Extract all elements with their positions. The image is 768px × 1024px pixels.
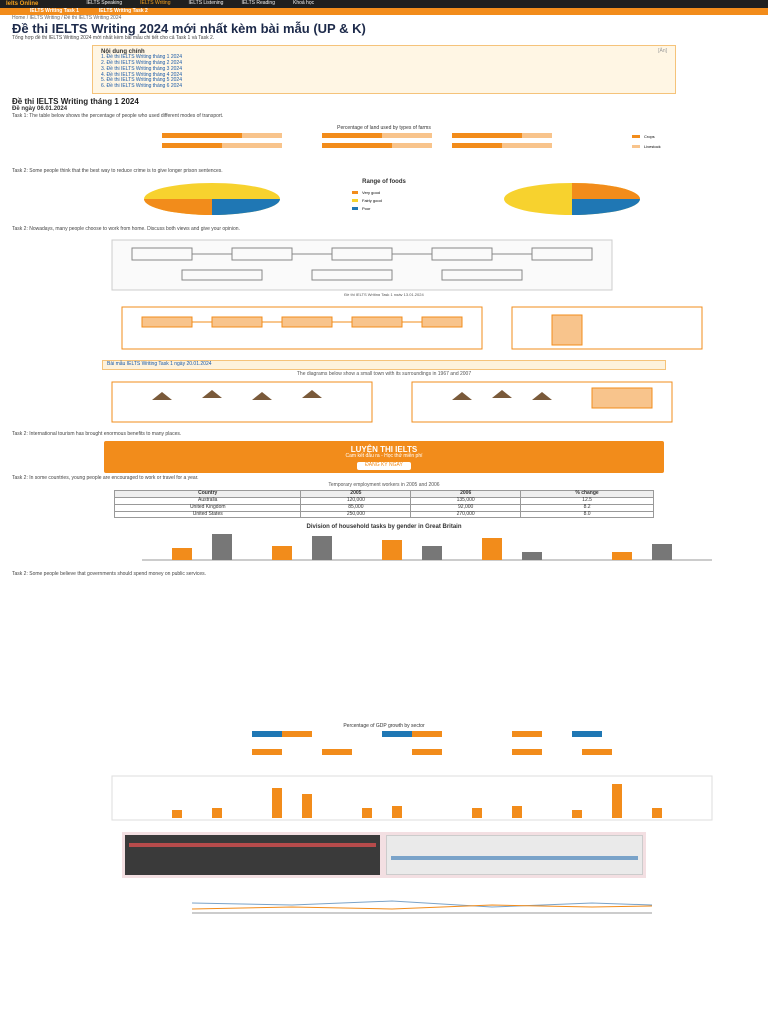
pie-left — [144, 183, 280, 215]
map-title: The diagrams below show a small town with its surroundings in 1967 and 2007 — [296, 370, 472, 377]
bar — [322, 133, 382, 138]
nav-item[interactable]: IELTS Speaking — [86, 0, 123, 7]
task-text: Task 2: Some people believe that governments should spend money on public services. — [12, 571, 207, 578]
table-row — [115, 511, 654, 518]
subnav-item[interactable]: IELTS Writing Task 1 — [30, 7, 79, 14]
bars — [172, 534, 672, 560]
nav-item[interactable]: IELTS Reading — [241, 0, 275, 7]
toc-item[interactable]: 5. Đề thi IELTS Writing tháng 5 2024 — [101, 77, 182, 84]
bar — [522, 133, 552, 138]
table-cell: United Kingdom — [115, 504, 301, 511]
bar — [222, 143, 282, 148]
sample-link[interactable]: Bài mẫu IELTS Writing Task 1 ngày 20.01.2024 — [102, 360, 666, 370]
legend-label: Livestock — [644, 143, 661, 149]
legend-swatch — [352, 199, 358, 202]
nav-item[interactable]: IELTS Writing — [140, 0, 171, 7]
task-text: Task 2: International tourism has brought enormous benefits to many places. — [12, 431, 182, 438]
bar — [452, 143, 502, 148]
chart-title: Range of foods — [362, 179, 406, 186]
table-title: Temporary employment workers in 2005 and 2006 — [328, 481, 440, 488]
task-text: Task 2: Some people think that the best way to reduce crime is to give longer prison sentences. — [12, 167, 223, 174]
chart-title: Division of household tasks by gender in Great Britain — [306, 524, 462, 531]
table-cell: Australia — [115, 498, 301, 505]
table-header: Country — [115, 491, 301, 498]
breadcrumb[interactable]: Home / IELTS Writing / Đề thi IELTS Writing 2024 — [12, 15, 122, 21]
legend-label: Fairly good — [362, 198, 382, 204]
table-cell: 135,000 — [411, 498, 521, 505]
data-table — [114, 490, 654, 518]
bar — [322, 143, 392, 148]
process-diagram — [12, 236, 756, 296]
task-text: Task 2: Nowadays, many people choose to work from home. Discuss both views and give your opinion. — [12, 226, 240, 233]
toc-item[interactable]: 4. Đề thi IELTS Writing tháng 4 2024 — [101, 71, 182, 78]
section-heading: Đề thi IELTS Writing tháng 1 2024 — [12, 96, 139, 106]
toc-item[interactable]: 3. Đề thi IELTS Writing tháng 3 2024 — [101, 65, 182, 72]
toc-item[interactable]: 2. Đề thi IELTS Writing tháng 2 2024 — [101, 60, 182, 67]
pie-charts-foods — [12, 177, 756, 221]
text-spacer — [12, 579, 756, 719]
table-cell: United States — [115, 511, 301, 518]
legend-swatch — [632, 135, 640, 138]
banner-subtitle: Cam kết đầu ra - Học thử miễn phí — [345, 453, 423, 460]
table-header-row — [115, 491, 654, 498]
section-subheading: Đề ngày 06.01.2024 — [12, 106, 68, 113]
flowchart-diagram — [12, 303, 756, 353]
page-title: Đề thi IELTS Writing 2024 mới nhất kèm bài mẫu (UP & K) — [12, 20, 366, 36]
legend-label: Poor — [362, 206, 371, 212]
table-cell: 250,000 — [301, 511, 411, 518]
task-prompt: Task 1: The table below shows the percentage of people who used different modes of transport. — [12, 112, 224, 119]
photo — [386, 835, 643, 875]
table-header: 2006 — [411, 491, 521, 498]
intro-text: Tổng hợp đề thi IELTS Writing 2024 mới nhất kèm bài mẫu chi tiết cho cả Task 1 và Task 2. — [12, 34, 215, 41]
toc-toggle[interactable]: [Ẩn] — [658, 47, 667, 54]
toc-item[interactable]: 1. Đề thi IELTS Writing tháng 1 2024 — [101, 54, 182, 61]
top-navbar — [0, 0, 768, 8]
diagram-caption: Đề thi IELTS Writing Task 1 ngày 13.01.2024 — [344, 292, 424, 296]
nav-item[interactable]: IELTS Listening — [188, 0, 224, 7]
table-header: 2005 — [301, 491, 411, 498]
promo-banner[interactable] — [104, 441, 664, 473]
legend-swatch — [352, 207, 358, 210]
banner-title: LUYỆN THI IELTS — [350, 444, 418, 454]
chart-title: Percentage of land used by types of farms — [337, 124, 431, 131]
line-chart — [12, 883, 756, 919]
pie-right — [504, 183, 640, 215]
table-cell: 8.2 — [521, 504, 654, 511]
table-cell: 85,000 — [301, 504, 411, 511]
register-button[interactable]: ĐĂNG KÝ NGAY — [357, 462, 411, 470]
table-cell: 12.5 — [521, 498, 654, 505]
bar-chart-land-use — [12, 123, 756, 163]
town-maps — [12, 380, 756, 426]
toc-item[interactable]: 6. Đề thi IELTS Writing tháng 6 2024 — [101, 83, 182, 90]
gdp-chart — [12, 721, 756, 767]
sub-navbar — [0, 8, 768, 15]
bar — [452, 133, 522, 138]
photo — [125, 835, 380, 875]
table-header: % change — [521, 491, 654, 498]
table-cell: 270,000 — [411, 511, 521, 518]
table-cell: 8.0 — [521, 511, 654, 518]
household-tasks-chart — [12, 522, 756, 566]
article-body — [0, 36, 768, 924]
bar — [382, 133, 432, 138]
legend-label: Crops — [644, 133, 655, 139]
table-of-contents — [92, 45, 676, 94]
legend-swatch — [632, 145, 640, 148]
site-logo[interactable]: Ielts Online — [6, 0, 39, 7]
bar — [502, 143, 552, 148]
bar — [392, 143, 432, 148]
bar — [162, 133, 242, 138]
task-text: Task 2: In some countries, young people are encouraged to work or travel for a year. — [12, 474, 199, 481]
table-cell: 120,000 — [301, 498, 411, 505]
nav-item[interactable]: Khoá học — [292, 0, 315, 7]
bar — [162, 143, 222, 148]
legend-swatch — [352, 191, 358, 194]
image-strip — [122, 832, 646, 878]
bar-group — [162, 133, 552, 148]
bar — [242, 133, 282, 138]
main-nav — [86, 1, 314, 7]
chart-title: Percentage of GDP growth by sector — [343, 723, 425, 730]
subnav-item[interactable]: IELTS Writing Task 2 — [98, 7, 148, 14]
toc-heading: Nội dung chính — [101, 48, 145, 55]
legend-label: Very good — [362, 190, 381, 196]
table-cell: 92,000 — [411, 504, 521, 511]
visitors-chart — [12, 774, 756, 824]
